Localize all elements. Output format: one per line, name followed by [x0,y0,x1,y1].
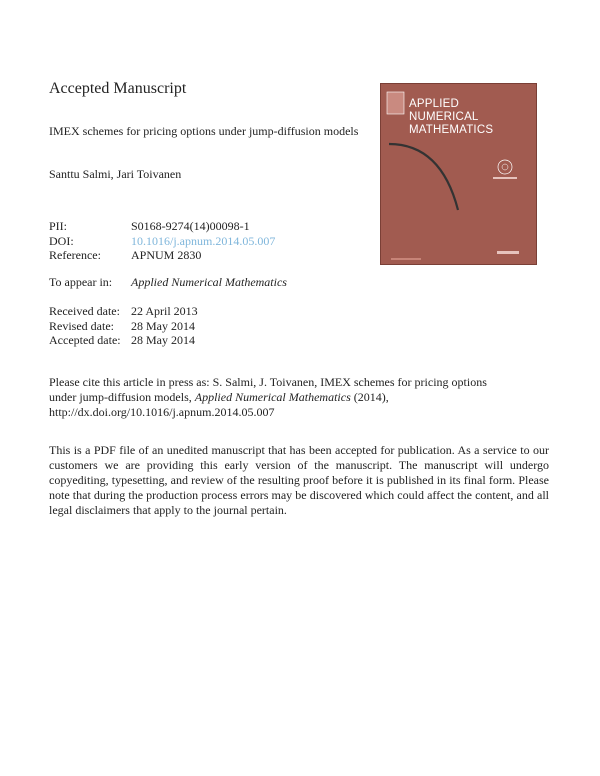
dates-block [49,304,198,348]
appear-block [49,275,287,290]
cover-title-line-2: NUMERICAL [409,111,479,123]
cover-title-line-1: APPLIED [409,98,459,110]
accepted-row [49,333,198,348]
citation-prefix: under jump-diffusion models, [49,390,195,404]
accepted-label: Accepted date: [49,333,121,347]
pii-label: PII: [49,219,67,233]
cover-title-line-3: MATHEMATICS [409,124,494,136]
received-value: 22 April 2013 [131,304,198,318]
accepted-value: 28 May 2014 [131,333,195,347]
appear-value: Applied Numerical Mathematics [131,275,287,289]
reference-label: Reference: [49,248,101,262]
manuscript-notice: This is a PDF file of an unedited manuscript that has been accepted for publication. As a service to our customers we are providing this early version of the manuscript. The manuscript will undergo copyediting, typesetting, and review of the resulting proof before it is published in its final form. Please note that during the production process errors may be discovered which could affect the content, and all legal disclaimers that apply to the journal pertain. [49,443,549,517]
citation-journal: Applied Numerical Mathematics [194,390,351,404]
revised-row [49,319,198,334]
pii-value: S0168-9274(14)00098-1 [131,219,250,233]
citation-block [49,375,549,420]
appear-label: To appear in: [49,275,113,289]
article-title: IMEX schemes for pricing options under jump-diffusion models [49,124,359,138]
page-heading: Accepted Manuscript [49,80,187,97]
citation-url[interactable]: http://dx.doi.org/10.1016/j.apnum.2014.05.007 [49,405,275,419]
received-row [49,304,198,319]
citation-suffix: (2014), [350,390,389,404]
article-authors: Santtu Salmi, Jari Toivanen [49,167,182,181]
citation-line-2 [49,390,549,405]
doi-row [49,234,275,249]
pii-row [49,219,275,234]
journal-cover [380,83,537,265]
reference-value: APNUM 2830 [131,248,202,262]
doi-link[interactable]: 10.1016/j.apnum.2014.05.007 [131,233,276,248]
cover-title [409,98,493,137]
appear-row [49,275,287,290]
identifier-block [49,219,275,263]
received-label: Received date: [49,304,120,318]
citation-line-1: Please cite this article in press as: S. Salmi, J. Toivanen, IMEX schemes for pricing options [49,375,487,389]
emblem-icon [498,160,512,174]
reference-row [49,248,275,263]
publisher-logo [387,92,404,114]
revised-label: Revised date: [49,318,114,333]
doi-label: DOI: [49,233,74,248]
cover-arc [389,144,458,210]
revised-value: 28 May 2014 [131,318,195,333]
